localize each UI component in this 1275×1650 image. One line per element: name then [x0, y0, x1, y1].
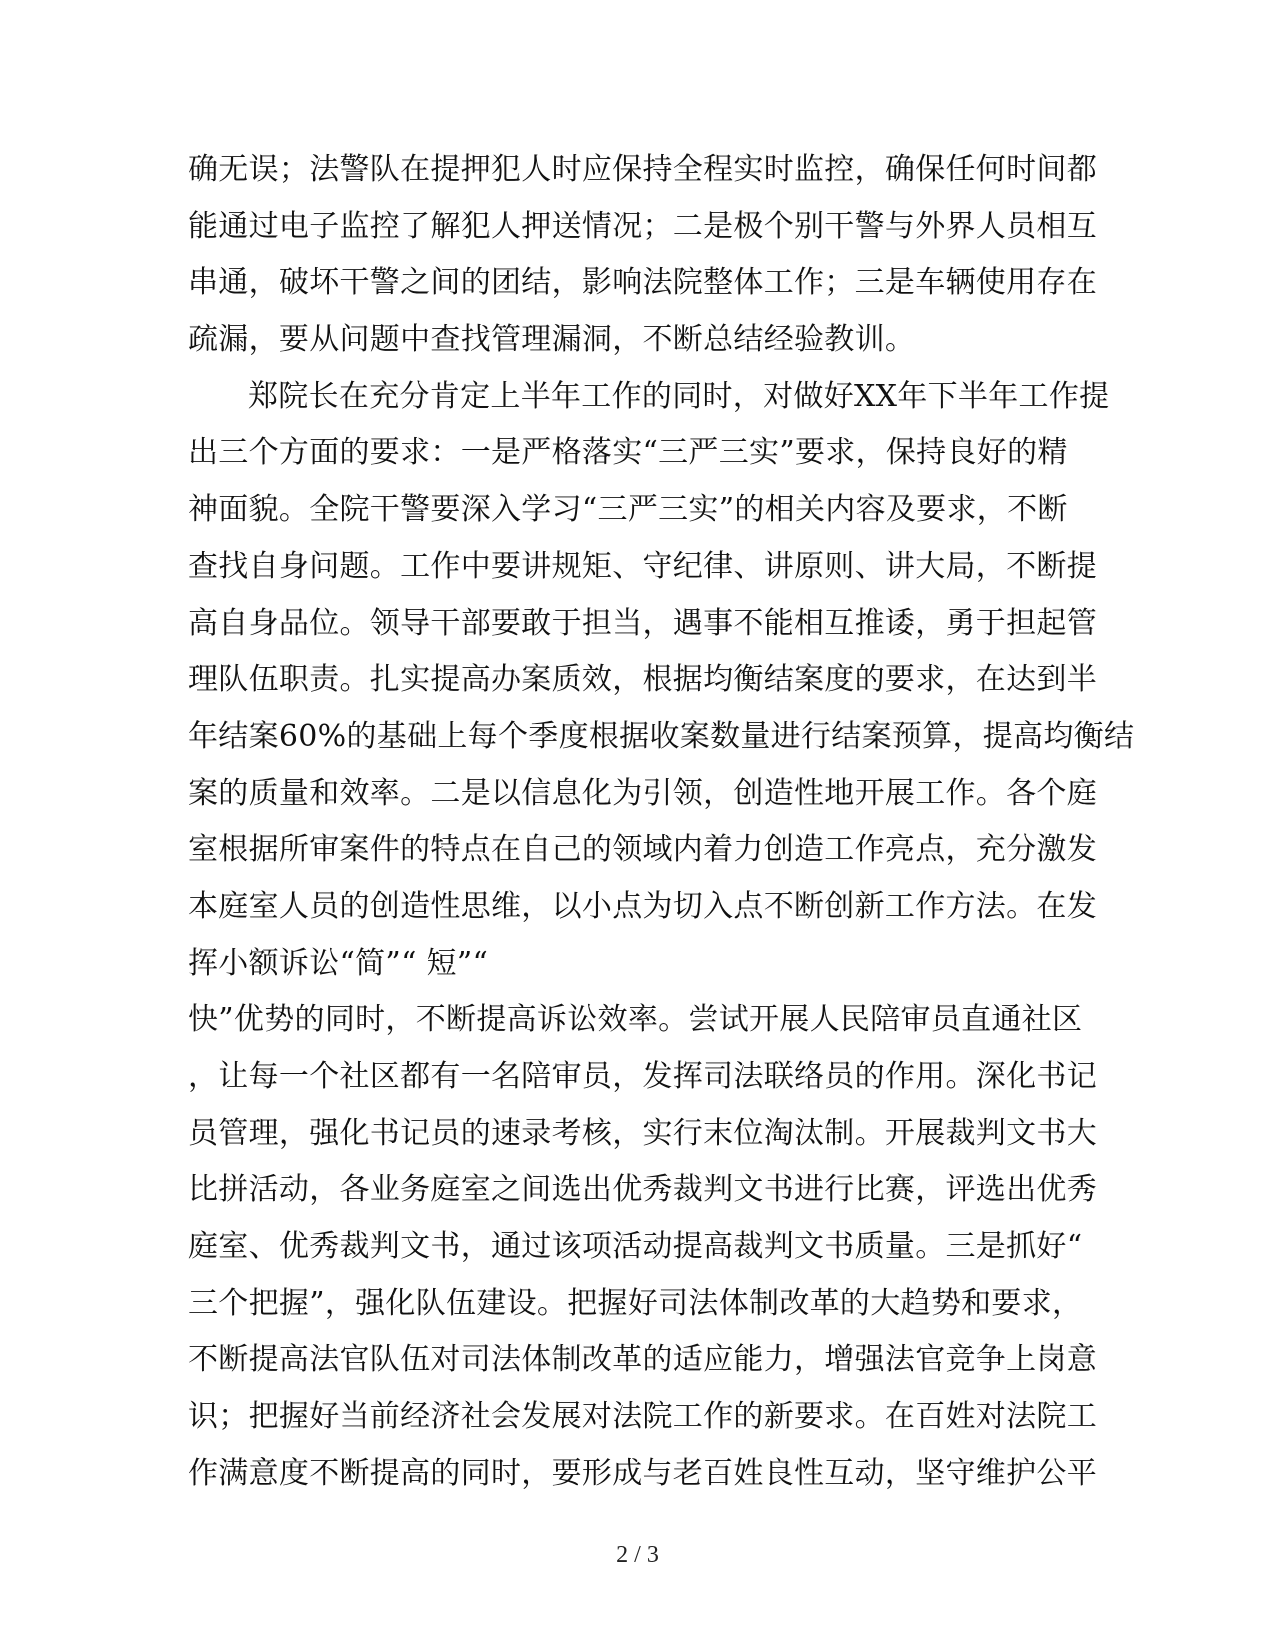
- page-number: 2 / 3: [616, 1542, 659, 1568]
- text-line: 作满意度不断提高的同时，要形成与老百姓良性互动，坚守维护公平: [188, 1455, 1097, 1491]
- text-line: 神面貌。全院干警要深入学习“三严三实”的相关内容及要求，不断: [188, 492, 1068, 528]
- text-line: 串通，破坏干警之间的团结，影响法院整体工作；三是车辆使用存在: [188, 265, 1097, 301]
- text-line: 本庭室人员的创造性思维，以小点为切入点不断创新工作方法。在发: [188, 888, 1097, 924]
- text-line: 三个把握”，强化队伍建设。把握好司法体制改革的大趋势和要求，: [188, 1285, 1083, 1321]
- text-line: 室根据所审案件的特点在自己的领域内着力创造工作亮点，充分激发: [188, 832, 1097, 868]
- text-line: 疏漏，要从问题中查找管理漏洞，不断总结经验教训。: [188, 322, 916, 358]
- text-line: 出三个方面的要求：一是严格落实“三严三实”要求，保持良好的精: [188, 435, 1068, 471]
- paragraph-start-line: 郑院长在充分肯定上半年工作的同时，对做好XX年下半年工作提: [248, 378, 1110, 414]
- text-line: 查找自身问题。工作中要讲规矩、守纪律、讲原则、讲大局，不断提: [188, 548, 1097, 584]
- text-line: 确无误；法警队在提押犯人时应保持全程实时监控，确保任何时间都: [188, 152, 1097, 187]
- text-line: 快”优势的同时，不断提高诉讼效率。尝试开展人民陪审员直通社区: [188, 1002, 1083, 1038]
- text-line: 识；把握好当前经济社会发展对法院工作的新要求。在百姓对法院工: [188, 1399, 1097, 1435]
- text-line: 挥小额诉讼“简”“ 短”“: [188, 945, 489, 981]
- text-line: 比拼活动，各业务庭室之间选出优秀裁判文书进行比赛，评选出优秀: [188, 1172, 1097, 1208]
- text-line: 庭室、优秀裁判文书，通过该项活动提高裁判文书质量。三是抓好“: [188, 1229, 1083, 1265]
- body-text: [188, 142, 1135, 1503]
- text-line: 年结案60%的基础上每个季度根据收案数量进行结案预算，提高均衡结: [188, 718, 1135, 754]
- text-line: ，让每一个社区都有一名陪审员，发挥司法联络员的作用。深化书记: [188, 1059, 1097, 1094]
- text-line: 能通过电子监控了解犯人押送情况；二是极个别干警与外界人员相互: [188, 208, 1097, 244]
- text-line: 理队伍职责。扎实提高办案质效，根据均衡结案度的要求，在达到半: [188, 662, 1097, 698]
- text-line: 案的质量和效率。二是以信息化为引领，创造性地开展工作。各个庭: [188, 775, 1097, 811]
- text-line: 员管理，强化书记员的速录考核，实行末位淘汰制。开展裁判文书大: [188, 1115, 1097, 1151]
- text-line: 高自身品位。领导干部要敢于担当，遇事不能相互推诿，勇于担起管: [188, 605, 1097, 641]
- text-line: 不断提高法官队伍对司法体制改革的适应能力，增强法官竞争上岗意: [188, 1342, 1097, 1378]
